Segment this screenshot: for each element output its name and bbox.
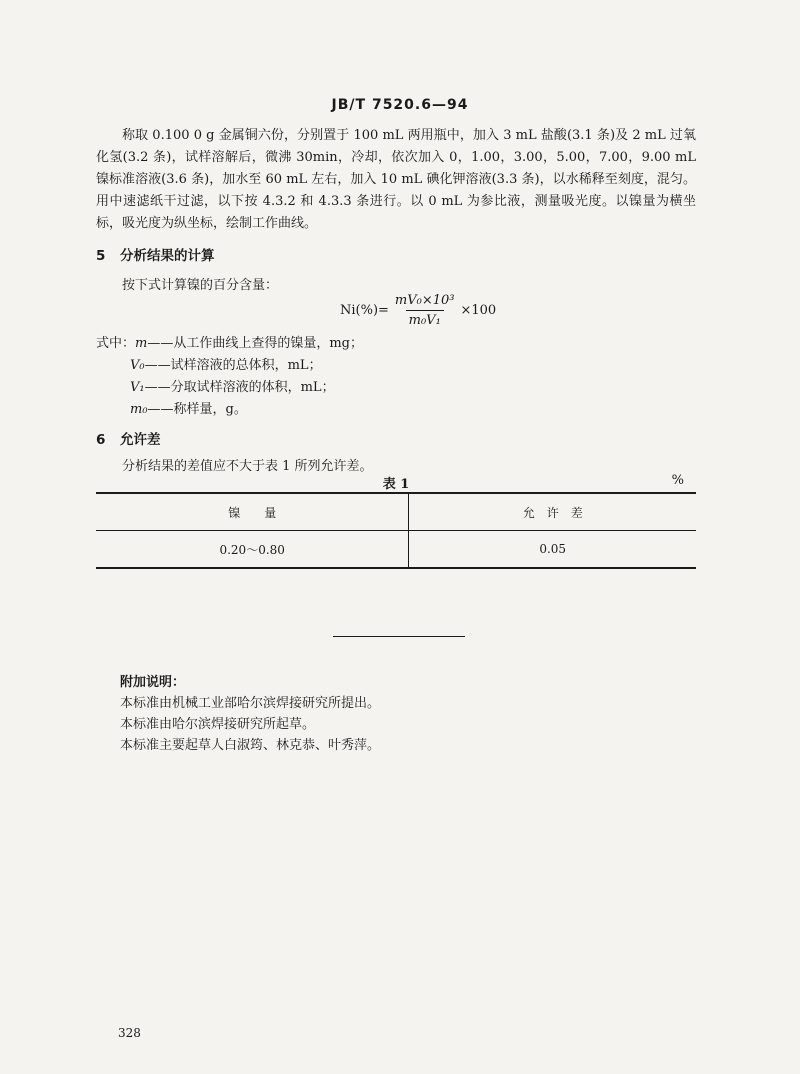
- where-desc: ——从工作曲线上查得的镍量，mg；: [147, 336, 363, 351]
- table-unit: %: [671, 473, 684, 488]
- formula-lhs: Ni(%)=: [340, 303, 389, 318]
- section-5-title: 分析结果的计算: [120, 248, 215, 264]
- table-header-nickel: 镍 量: [96, 493, 409, 531]
- where-desc: ——称样量，g。: [147, 402, 247, 417]
- where-line-4: [130, 398, 247, 417]
- end-rule: [333, 636, 465, 637]
- section-5-heading: [96, 244, 215, 264]
- table-header-tolerance: 允 许 差: [409, 493, 696, 531]
- formula-tail: ×100: [460, 303, 497, 318]
- section-6-title: 允许差: [120, 432, 161, 448]
- notes-line-2: 本标准由哈尔滨焊接研究所起草。: [120, 717, 316, 732]
- procedure-paragraph: 称取 0.100 0 g 金属铜六份，分别置于 100 mL 两用瓶中，加入 3 mL 盐酸(3.1 条)及 2 mL 过氧化氢(3.2 条)，试样溶解后，微沸 30min，冷却，依次加入 0，1.00，3.00，5.00，7.00，9.00 mL 镍标准溶液(3.6 条)，加水至 60 mL 左右，加入 10 mL 碘化钾溶液(3.3 条)，以水稀释至刻度，混匀。用中速滤纸干过滤，以下按 4.3.2 和 4.3.3 条进行。以 0 mL 为参比液，测量吸光度。以镍量为横坐标，吸光度为纵坐标，绘制工作曲线。: [96, 128, 696, 231]
- where-desc: ——试样溶液的总体积，mL；: [144, 358, 322, 373]
- where-symbol: V₀: [130, 358, 145, 373]
- table-title: 表 1: [382, 477, 410, 492]
- formula-numerator: mV₀×10³: [394, 293, 455, 308]
- notes-line-1: 本标准由机械工业部哈尔滨焊接研究所提出。: [120, 696, 381, 711]
- nickel-formula: [340, 293, 496, 328]
- section-5-number: 5: [96, 248, 106, 264]
- where-symbol: V₁: [130, 380, 145, 395]
- table-header-row: [96, 493, 696, 531]
- standard-header: JB/T 7520.6—94: [331, 97, 469, 113]
- where-prefix: 式中：: [96, 336, 136, 351]
- formula-denominator: m₀V₁: [406, 310, 444, 328]
- table-row: [96, 531, 696, 569]
- page-number: 328: [118, 1026, 141, 1040]
- where-line-2: [130, 354, 322, 373]
- where-symbol: m: [135, 336, 148, 351]
- section-6-intro: 分析结果的差值应不大于表 1 所列允许差。: [122, 459, 373, 474]
- where-line-3: [130, 376, 335, 395]
- section-6-heading: [96, 428, 161, 448]
- section-5-intro: 按下式计算镍的百分含量：: [122, 278, 279, 293]
- table-cell-nickel-range: 0.20～0.80: [96, 531, 409, 569]
- where-line-1: [96, 332, 363, 351]
- tolerance-table: [96, 492, 696, 569]
- section-6-number: 6: [96, 432, 106, 448]
- notes-line-3: 本标准主要起草人白淑筠、林克恭、叶秀萍。: [120, 738, 381, 753]
- table-cell-tolerance: 0.05: [409, 531, 696, 569]
- where-desc: ——分取试样溶液的体积，mL；: [144, 380, 335, 395]
- notes-title: 附加说明：: [120, 675, 186, 690]
- where-symbol: m₀: [130, 402, 148, 417]
- formula-fraction: [392, 293, 458, 328]
